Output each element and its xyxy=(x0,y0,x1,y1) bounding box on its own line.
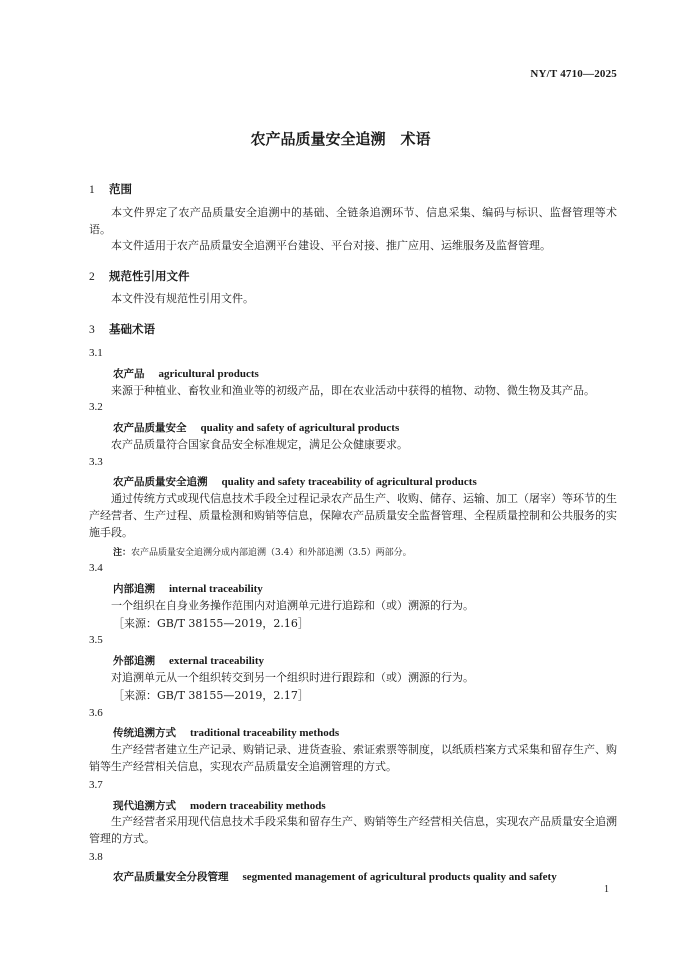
term-english: traditional traceability methods xyxy=(190,727,340,739)
term-number: 3.7 xyxy=(89,779,103,791)
term-heading xyxy=(113,581,263,596)
term-heading xyxy=(113,869,557,884)
section-title: 范围 xyxy=(109,182,132,196)
section-number: 3 xyxy=(89,324,95,336)
term-definition: 一个组织在自身业务操作范围内对追溯单元进行追踪和（或）溯源的行为。 xyxy=(111,599,474,612)
section-title: 基础术语 xyxy=(109,322,155,336)
section-3-heading xyxy=(89,321,155,337)
normative-references-paragraph: 本文件没有规范性引用文件。 xyxy=(111,292,254,305)
note-label: 注： xyxy=(113,548,132,558)
term-english: internal traceability xyxy=(169,583,263,595)
term-number: 3.2 xyxy=(89,401,103,413)
term-number: 3.6 xyxy=(89,707,103,719)
term-definition: 生产经营者建立生产记录、购销记录、进货查验、索证索票等制度，以纸质档案方式采集和留存生产、购销等生产经营相关信息，实现农产品质量安全追溯管理的方式。 xyxy=(89,743,617,773)
term-note xyxy=(113,545,412,558)
term-definition: 生产经营者采用现代信息技术手段采集和留存生产、购销等生产经营相关信息，实现农产品质量安全追溯管理的方式。 xyxy=(89,815,617,845)
section-title: 规范性引用文件 xyxy=(109,269,190,283)
term-chinese: 农产品 xyxy=(113,368,145,380)
section-number: 1 xyxy=(89,184,95,196)
section-2-heading xyxy=(89,268,190,284)
term-english: external traceability xyxy=(169,655,264,667)
term-definition: 对追溯单元从一个组织转交到另一个组织时进行跟踪和（或）溯源的行为。 xyxy=(111,671,474,684)
term-chinese: 传统追溯方式 xyxy=(113,727,176,739)
term-chinese: 农产品质量安全分段管理 xyxy=(113,871,229,883)
term-number: 3.3 xyxy=(89,456,103,468)
term-number: 3.5 xyxy=(89,634,103,646)
scope-paragraph-2: 本文件适用于农产品质量安全追溯平台建设、平台对接、推广应用、运维服务及监督管理。 xyxy=(111,239,551,252)
term-number: 3.8 xyxy=(89,851,103,863)
term-heading xyxy=(113,653,264,668)
term-chinese: 外部追溯 xyxy=(113,655,155,667)
term-source: ［来源：GB/T 38155—2019，2.16］ xyxy=(113,617,309,630)
standard-code: NY/T 4710—2025 xyxy=(530,68,617,80)
term-chinese: 现代追溯方式 xyxy=(113,800,176,812)
section-number: 2 xyxy=(89,271,95,283)
section-1-heading xyxy=(89,181,132,197)
term-english: modern traceability methods xyxy=(190,800,326,812)
term-heading xyxy=(113,366,259,381)
term-chinese: 农产品质量安全追溯 xyxy=(113,476,208,488)
term-heading xyxy=(113,798,326,813)
term-english: segmented management of agricultural products quality and safety xyxy=(242,871,557,883)
term-heading xyxy=(113,474,477,489)
term-english: quality and safety traceability of agricultural products xyxy=(221,476,477,488)
scope-paragraph-1: 本文件界定了农产品质量安全追溯中的基础、全链条追溯环节、信息采集、编码与标识、监督管理等术语。 xyxy=(89,206,617,236)
term-english: quality and safety of agricultural products xyxy=(200,422,400,434)
term-number: 3.1 xyxy=(89,347,103,359)
term-chinese: 内部追溯 xyxy=(113,583,155,595)
term-heading xyxy=(113,420,399,435)
term-heading xyxy=(113,725,339,740)
term-number: 3.4 xyxy=(89,562,103,574)
term-chinese: 农产品质量安全 xyxy=(113,422,187,434)
term-source: ［来源：GB/T 38155—2019，2.17］ xyxy=(113,689,309,702)
term-english: agricultural products xyxy=(158,368,259,380)
term-definition: 农产品质量符合国家食品安全标准规定，满足公众健康要求。 xyxy=(111,438,408,451)
note-text: 农产品质量安全追溯分成内部追溯（3.4）和外部追溯（3.5）两部分。 xyxy=(131,548,412,558)
document-title: 农产品质量安全追溯 术语 xyxy=(250,130,431,148)
term-definition: 通过传统方式或现代信息技术手段全过程记录农产品生产、收购、储存、运输、加工（屠宰）等环节的生产经营者、生产过程、质量检测和购销等信息，保障农产品质量安全监督管理、全程质量控制和公共服务的实施手段。 xyxy=(89,492,617,539)
term-definition: 来源于种植业、畜牧业和渔业等的初级产品，即在农业活动中获得的植物、动物、微生物及其产品。 xyxy=(111,384,595,397)
page-number: 1 xyxy=(604,884,609,895)
